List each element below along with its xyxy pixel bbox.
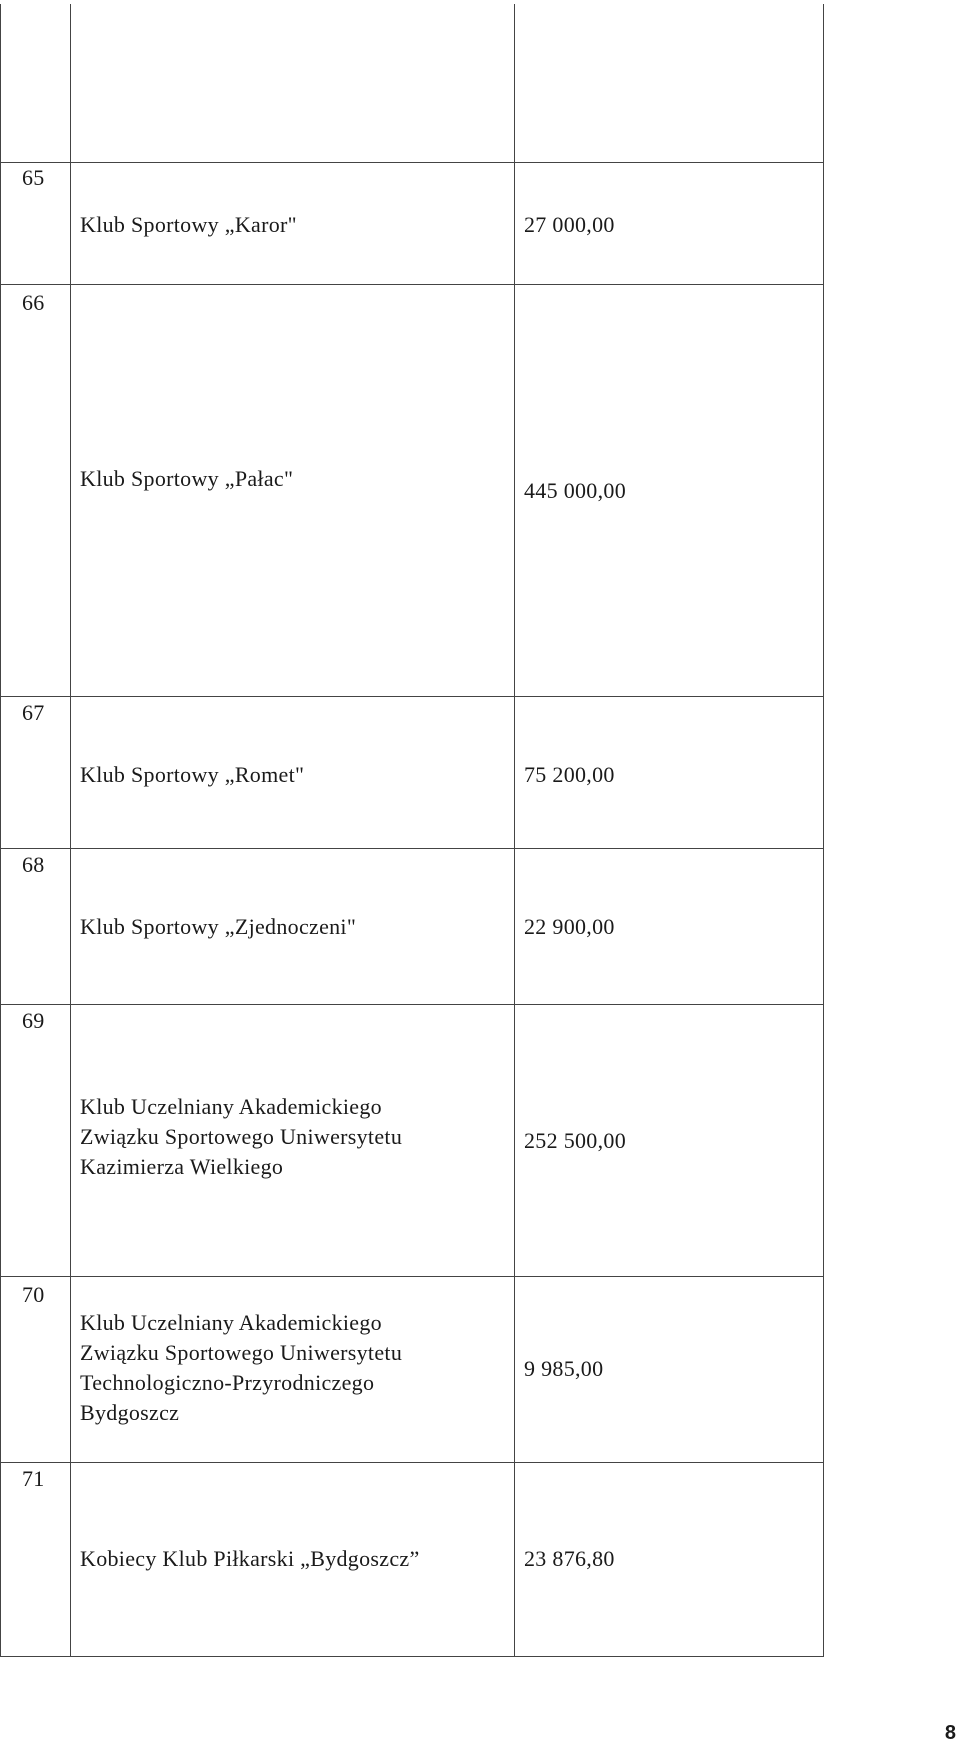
grant-amount: 27 000,00 xyxy=(524,212,615,237)
grant-amount: 445 000,00 xyxy=(524,478,626,503)
row-divider xyxy=(0,1004,824,1005)
column-divider xyxy=(514,4,515,1656)
club-name: Kobiecy Klub Piłkarski „Bydgoszcz” xyxy=(80,1546,420,1571)
row-divider xyxy=(0,696,824,697)
row-number: 66 xyxy=(22,290,45,315)
club-name-line: Klub Uczelniany Akademickiego xyxy=(80,1310,382,1335)
club-name-line: Związku Sportowego Uniwersytetu xyxy=(80,1340,403,1365)
grant-amount: 75 200,00 xyxy=(524,762,615,787)
row-number: 65 xyxy=(22,165,45,190)
club-name-line: Technologiczno-Przyrodniczego xyxy=(80,1370,375,1395)
column-divider xyxy=(823,4,824,1656)
club-name-line: Klub Uczelniany Akademickiego xyxy=(80,1094,382,1119)
club-name-line: Kazimierza Wielkiego xyxy=(80,1154,284,1179)
column-divider xyxy=(70,4,71,1656)
page-number: 8 xyxy=(944,1722,956,1744)
club-name: Klub Sportowy „Karor" xyxy=(80,212,297,237)
row-number: 68 xyxy=(22,852,45,877)
row-divider xyxy=(0,848,824,849)
grant-amount: 23 876,80 xyxy=(524,1546,615,1571)
row-divider xyxy=(0,162,824,163)
row-number: 70 xyxy=(22,1282,45,1307)
row-divider xyxy=(0,1462,824,1463)
column-divider xyxy=(0,4,1,1656)
club-name: Klub Sportowy „Zjednoczeni" xyxy=(80,914,357,939)
row-number: 71 xyxy=(22,1466,45,1491)
row-number: 67 xyxy=(22,700,45,725)
club-name-line: Związku Sportowego Uniwersytetu xyxy=(80,1124,403,1149)
row-divider xyxy=(0,1656,824,1657)
row-divider xyxy=(0,284,824,285)
club-name: Klub Sportowy „Pałac" xyxy=(80,466,294,491)
row-number: 69 xyxy=(22,1008,45,1033)
grant-amount: 252 500,00 xyxy=(524,1128,626,1153)
club-name: Klub Sportowy „Romet" xyxy=(80,762,305,787)
row-divider xyxy=(0,1276,824,1277)
grant-amount: 22 900,00 xyxy=(524,914,615,939)
club-name-line: Bydgoszcz xyxy=(80,1400,180,1425)
grant-amount: 9 985,00 xyxy=(524,1356,604,1381)
